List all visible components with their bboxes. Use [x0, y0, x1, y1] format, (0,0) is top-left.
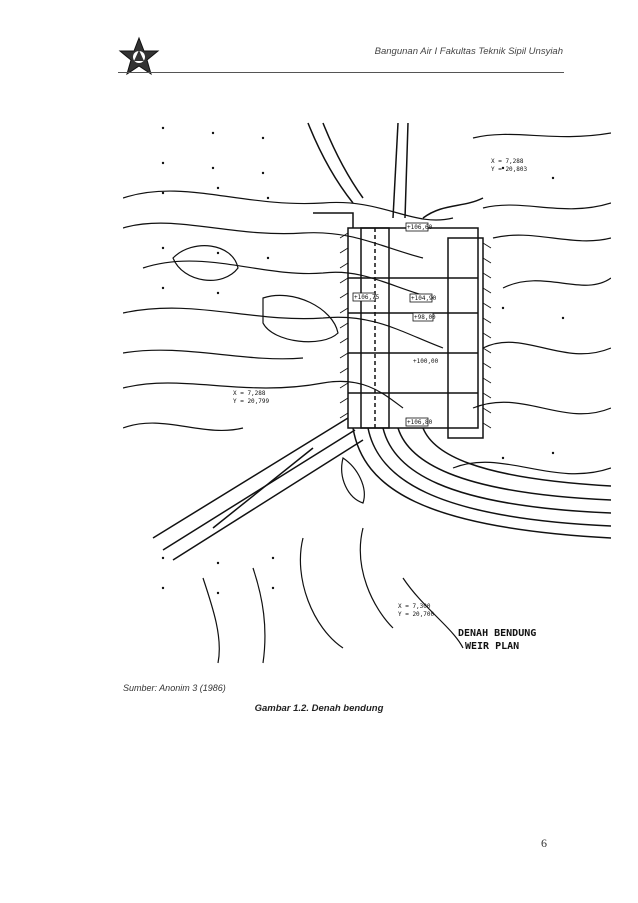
elev-label-3: +104,90: [411, 295, 437, 302]
coord-b2-x: X = 7,288: [233, 390, 266, 397]
plan-title-line1: DENAH BENDUNG: [458, 628, 537, 639]
figure-caption: Gambar 1.2. Denah bendung: [254, 703, 384, 714]
header-title: Bangunan Air I Fakultas Teknik Sipil Unsyiah: [374, 46, 563, 57]
coord-bm-x: X = 7,300: [398, 603, 431, 610]
coord-b2-y: Y = 20,799: [233, 398, 270, 405]
page-number: 6: [541, 836, 547, 850]
elev-label-2: +106,75: [354, 294, 380, 301]
coord-bm-y: Y = 20,700: [398, 611, 435, 618]
figure-source-note: Sumber: Anonim 3 (1986): [123, 683, 226, 693]
plan-title-line2: WEIR PLAN: [465, 641, 520, 652]
elev-label-1: +106,60: [407, 224, 433, 231]
weir-plan-drawing: [123, 108, 611, 668]
elev-label-6: +106,80: [407, 419, 433, 426]
coord-b1-y: Y = 20,803: [491, 166, 528, 173]
coord-b1-x: X = 7,288: [491, 158, 524, 165]
elev-label-4: +98,00: [414, 314, 436, 321]
header-divider: [118, 72, 564, 73]
elev-label-5: +100,00: [413, 358, 439, 365]
